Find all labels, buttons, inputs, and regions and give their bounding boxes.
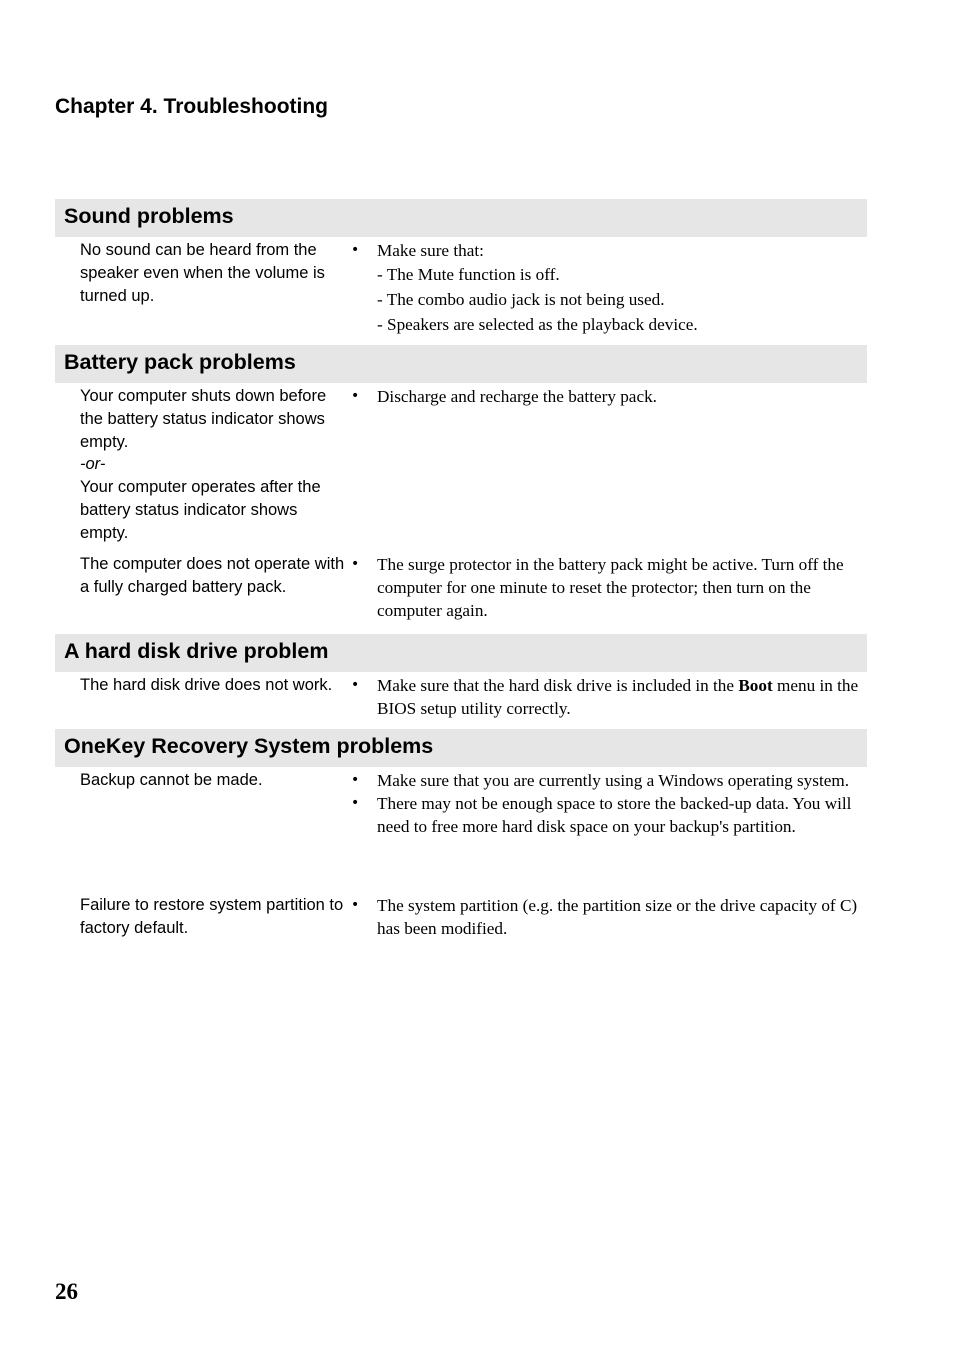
problem-text: Failure to restore system partition to factory default. — [80, 896, 344, 937]
table-row — [55, 383, 867, 553]
table-row — [55, 553, 867, 634]
table-row — [55, 894, 867, 954]
problem-text: Backup cannot be made. — [80, 771, 263, 789]
solution-list — [348, 894, 867, 940]
troubleshooting-table — [55, 199, 867, 954]
sub-item-mute: - The Mute function is off. — [377, 265, 560, 284]
bullet-icon: • — [351, 388, 360, 404]
solution-list — [348, 239, 867, 337]
solution-list — [348, 553, 867, 622]
section-header-hdd: A hard disk drive problem — [55, 634, 867, 672]
solution-item — [348, 894, 867, 940]
solution-item — [348, 553, 867, 622]
boot-menu-label: Boot — [738, 676, 773, 695]
solution-text — [377, 674, 867, 720]
problem-text: The computer does not operate with a fully charged battery pack. — [80, 555, 345, 596]
problem-text-part2: Your computer operates after the battery status indicator shows empty. — [80, 478, 321, 542]
sub-item-speakers: - Speakers are selected as the playback device. — [377, 315, 698, 334]
problem-text: The hard disk drive does not work. — [80, 676, 333, 694]
solution-text-after: menu in the BIOS setup utility correctly. — [377, 676, 859, 718]
solution-item — [348, 792, 867, 838]
solution-list — [348, 674, 867, 720]
problem-text: No sound can be heard from the speaker even when the volume is turned up. — [80, 241, 325, 305]
table-row — [55, 237, 867, 345]
bullet-icon: • — [351, 556, 360, 572]
bullet-icon: • — [351, 242, 360, 258]
page-number: 26 — [55, 1279, 78, 1304]
problem-text-part1: Your computer shuts down before the battery status indicator shows empty. — [80, 387, 327, 451]
problem-text — [80, 385, 348, 545]
solution-item — [348, 239, 867, 337]
solution-item — [348, 674, 867, 720]
solution-list — [348, 769, 867, 838]
section-header-sound: Sound problems — [55, 199, 867, 237]
sub-item-audio-jack: - The combo audio jack is not being used. — [377, 290, 665, 309]
section-header-battery: Battery pack problems — [55, 345, 867, 383]
solution-text: Discharge and recharge the battery pack. — [377, 387, 657, 406]
solution-item — [348, 385, 867, 408]
solution-text: Make sure that you are currently using a Windows operating system. — [377, 771, 850, 790]
table-row — [55, 767, 867, 894]
solution-text: The system partition (e.g. the partition size or the drive capacity of C) has been modified. — [377, 896, 858, 938]
table-row — [55, 672, 867, 729]
solution-item — [348, 769, 867, 792]
bullet-icon: • — [351, 897, 360, 913]
solution-text: Make sure that: — [377, 241, 484, 260]
bullet-icon: • — [351, 795, 360, 811]
bullet-icon: • — [351, 772, 360, 788]
solution-text: The surge protector in the battery pack might be active. Turn off the computer for one minute to reset the protector; then turn on the computer again. — [377, 555, 844, 620]
solution-text: There may not be enough space to store the backed-up data. You will need to free more hard disk space on your backup's partition. — [377, 794, 852, 836]
or-separator: -or- — [80, 455, 106, 474]
chapter-title: Chapter 4. Troubleshooting — [55, 95, 329, 118]
section-header-onekey: OneKey Recovery System problems — [55, 729, 867, 767]
bullet-icon: • — [351, 677, 360, 693]
solution-text-before: Make sure that the hard disk drive is included in the — [377, 676, 739, 695]
solution-list — [348, 385, 867, 408]
